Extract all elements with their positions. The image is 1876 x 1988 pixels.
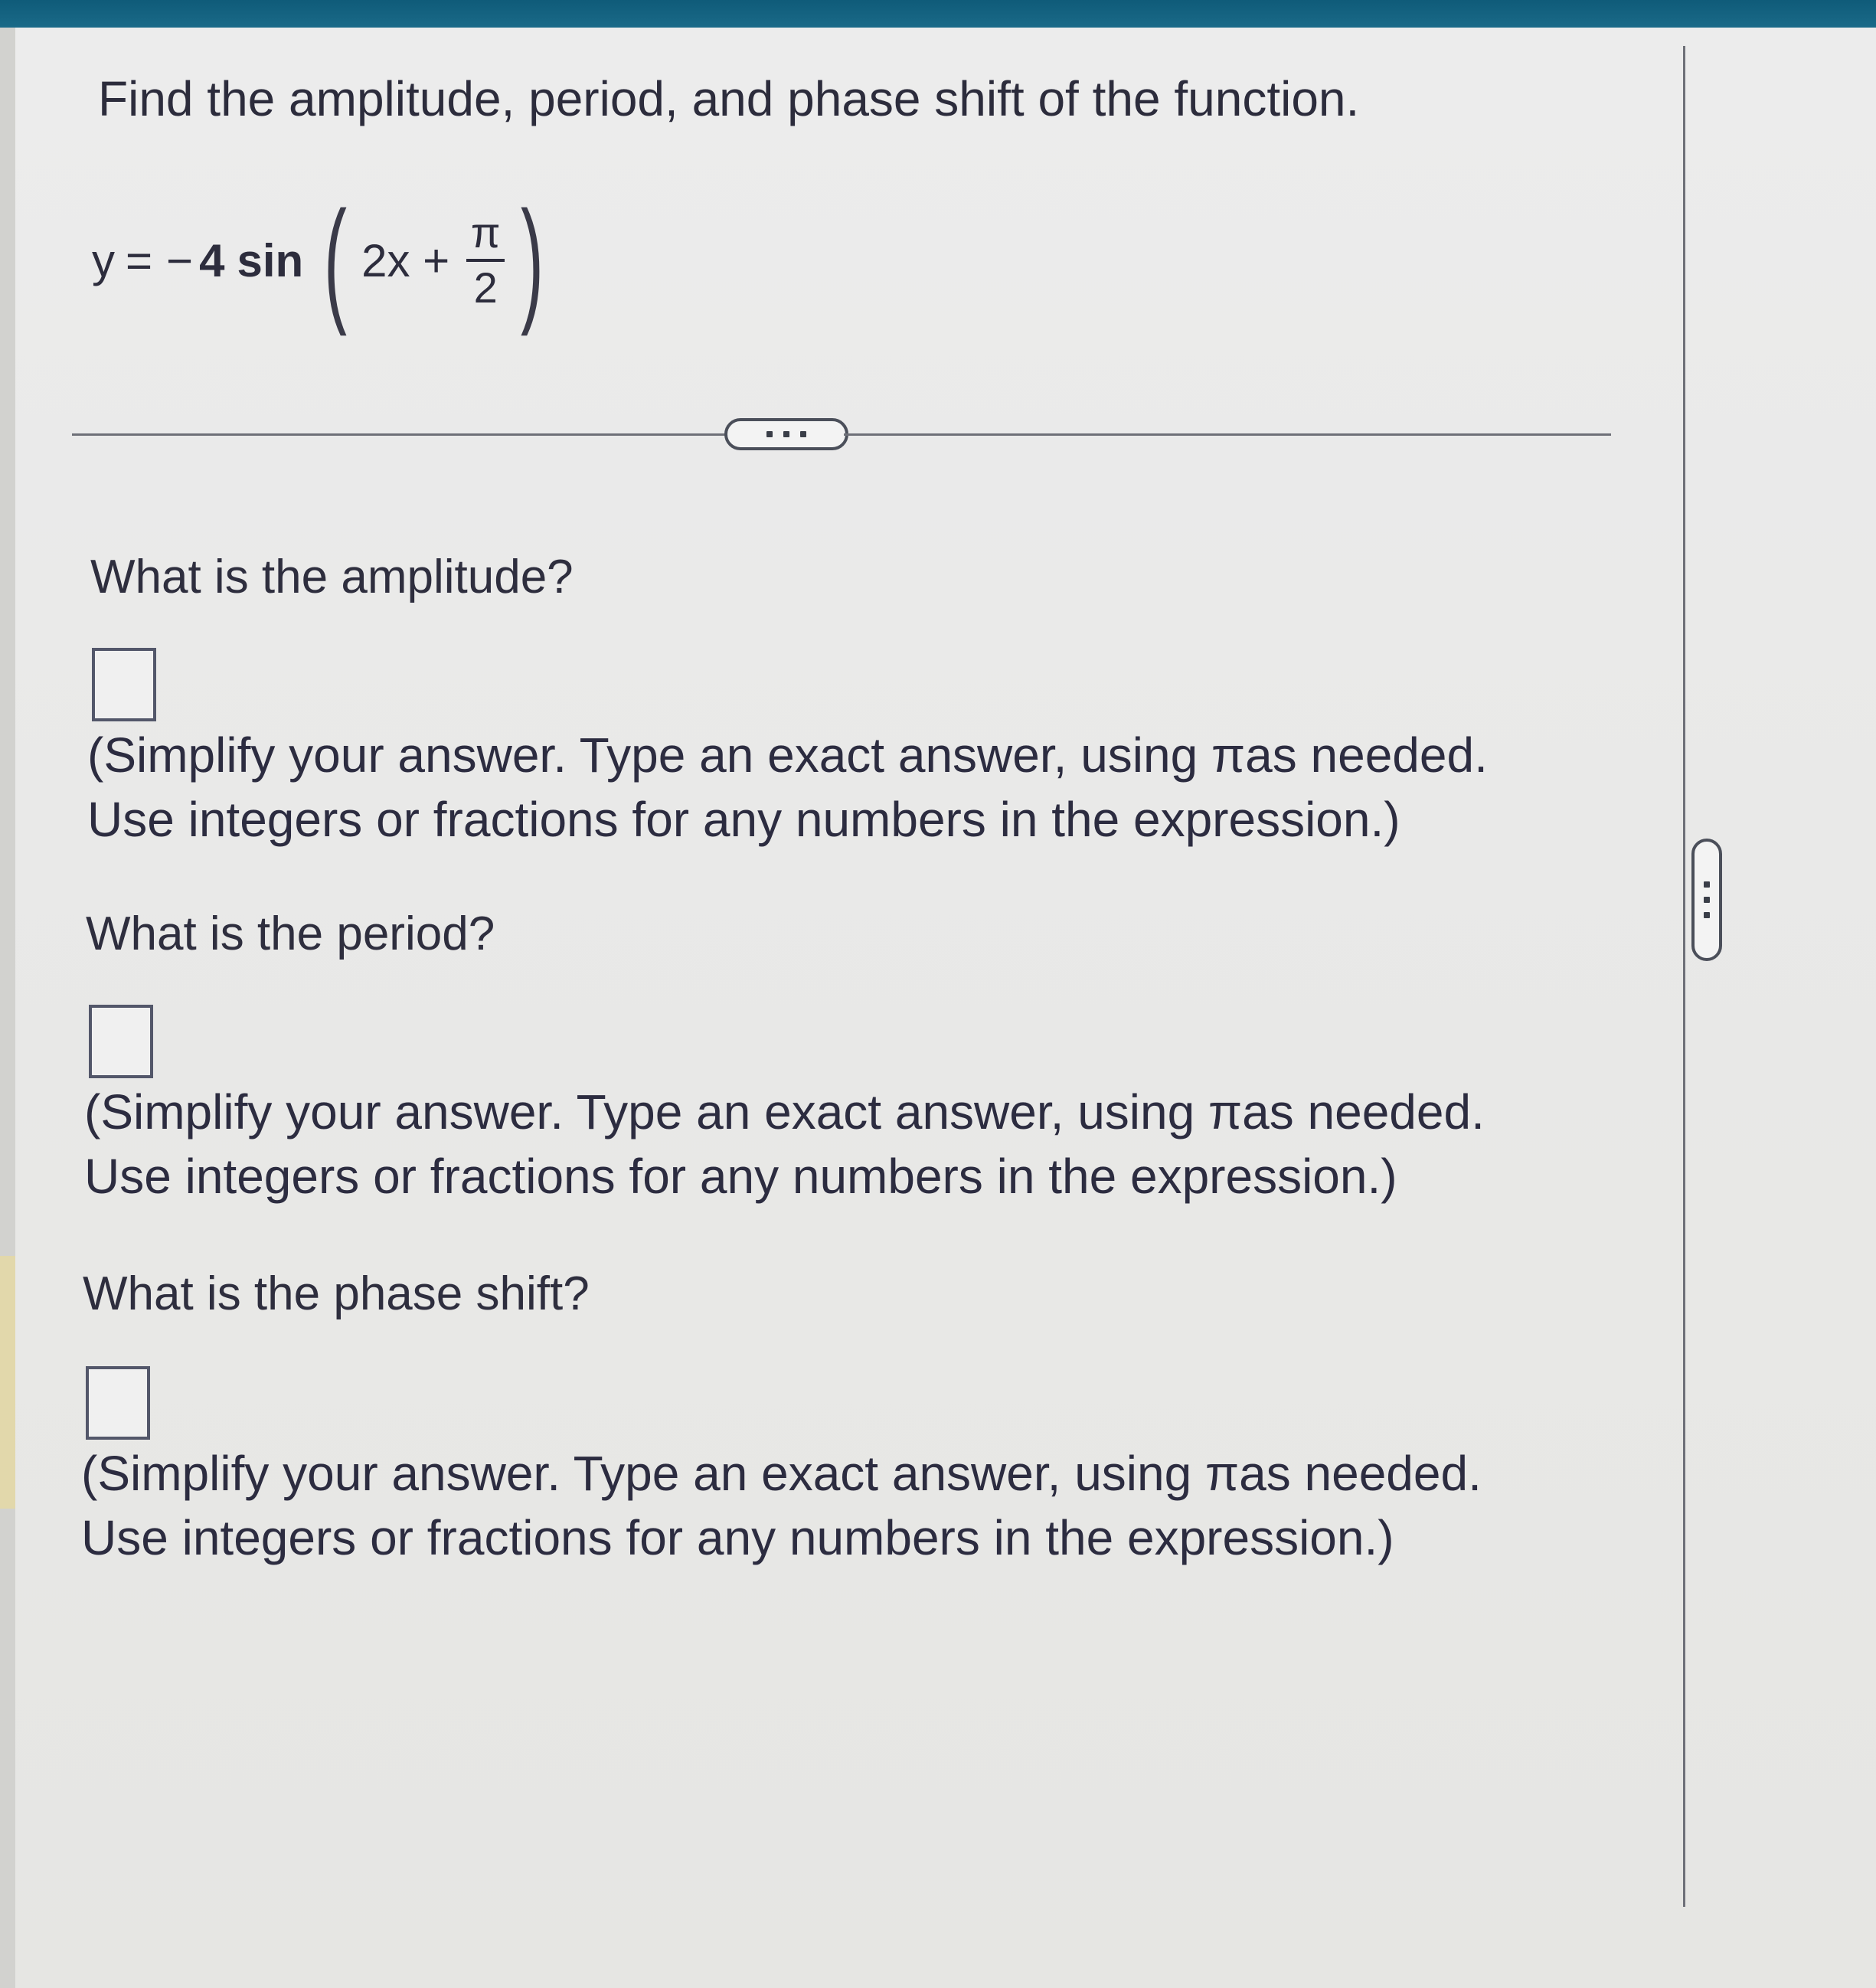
problem-formula: [92, 184, 555, 337]
left-edge: [0, 28, 15, 1988]
handle-dot: [1704, 912, 1710, 918]
period-hint-line1: (Simplify your answer. Type an exact answer, using πas needed.: [84, 1084, 1485, 1140]
problem-title: Find the amplitude, period, and phase shift of the function.: [98, 71, 1360, 126]
formula-fraction: [466, 210, 505, 311]
top-bar: [0, 0, 1876, 28]
formula-open-paren: (: [324, 183, 348, 337]
handle-dot: [1704, 897, 1710, 903]
period-hint: [84, 1080, 1600, 1208]
fraction-bar: [466, 259, 505, 262]
amplitude-answer-input[interactable]: [92, 648, 156, 721]
fraction-numerator: π: [470, 208, 501, 257]
formula-coefficient: 4: [199, 234, 225, 286]
handle-dot: [1704, 881, 1710, 888]
question-amplitude-label: What is the amplitude?: [90, 551, 574, 603]
fraction-denominator: 2: [473, 263, 498, 312]
expand-handle-horizontal[interactable]: [724, 418, 848, 450]
formula-equals: =: [126, 234, 153, 286]
resize-handle-vertical[interactable]: [1691, 839, 1722, 961]
formula-negative: −: [166, 234, 194, 286]
formula-lhs: y: [92, 234, 115, 286]
amplitude-hint-line2: Use integers or fractions for any numbers in the expression.): [87, 792, 1400, 847]
left-accent: [0, 1256, 15, 1509]
phase-shift-hint-line2: Use integers or fractions for any numbers in the expression.): [81, 1510, 1394, 1565]
handle-dot: [783, 431, 789, 437]
amplitude-hint: [87, 723, 1603, 852]
question-phase-shift-label: What is the phase shift?: [83, 1267, 590, 1320]
question-period-label: What is the period?: [86, 907, 495, 960]
period-answer-input[interactable]: [89, 1005, 153, 1078]
amplitude-hint-line1: (Simplify your answer. Type an exact answer, using πas needed.: [87, 728, 1488, 783]
phase-shift-hint-line1: (Simplify your answer. Type an exact answer, using πas needed.: [81, 1446, 1482, 1501]
handle-dot: [800, 431, 806, 437]
divider-left: [72, 433, 727, 436]
handle-dot: [766, 431, 773, 437]
phase-shift-answer-input[interactable]: [86, 1366, 150, 1440]
divider-right: [844, 433, 1611, 436]
formula-close-paren: ): [521, 183, 544, 337]
formula-function: sin: [237, 234, 304, 286]
panel-divider-vertical: [1683, 46, 1685, 1907]
formula-argument: 2x +: [361, 234, 450, 286]
period-hint-line2: Use integers or fractions for any numbers in the expression.): [84, 1149, 1397, 1204]
phase-shift-hint: [81, 1441, 1597, 1570]
